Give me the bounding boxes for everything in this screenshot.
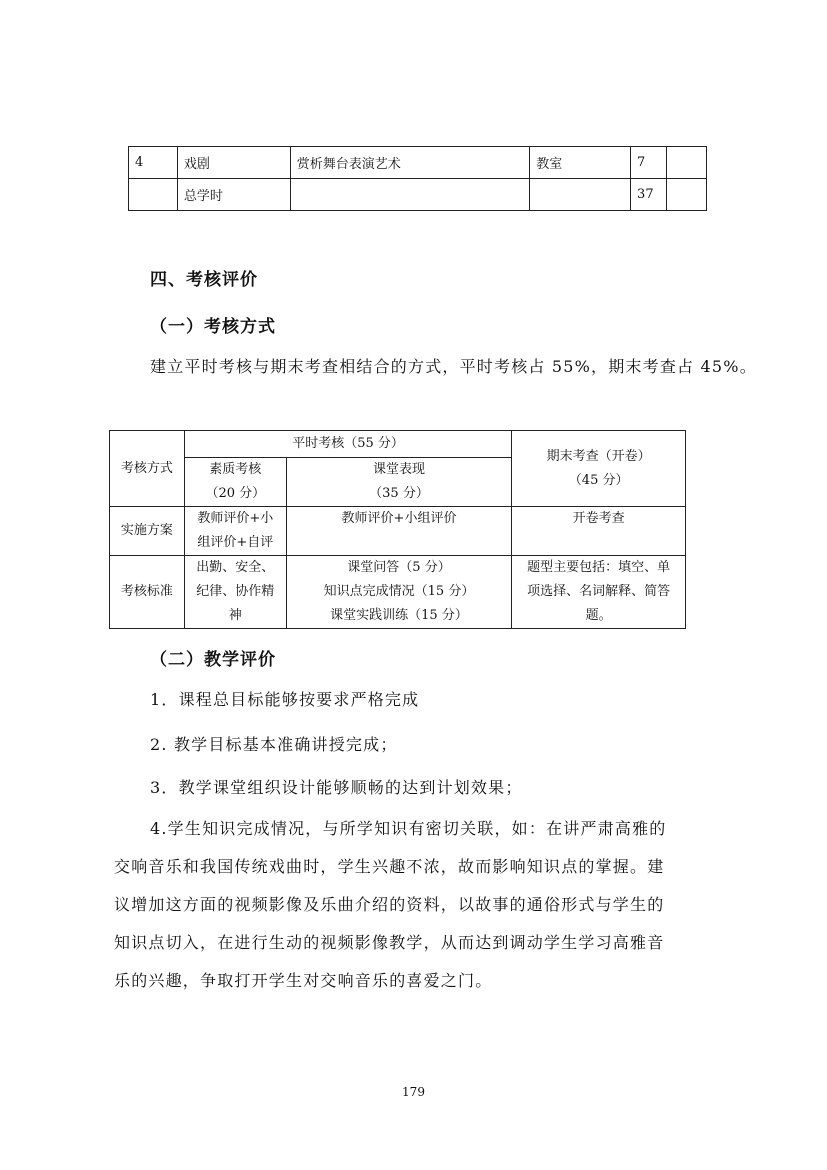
quality-points: （20 分） (205, 486, 266, 501)
class-header (286, 458, 512, 507)
cell-line: 课堂实践训练（15 分） (330, 608, 468, 623)
table-cell: 教师评价+小组评价 (286, 507, 512, 556)
table-cell (286, 556, 512, 629)
intro-text: 建立平时考核与期末考查相结合的方式，平时考核占 55%，期末考查占 45%。 (150, 357, 757, 376)
subsection-heading: （一）考核方式 (150, 317, 276, 337)
row-label: 考核标准 (110, 556, 185, 629)
list-item: 1．课程总目标能够按要求严格完成 (150, 690, 420, 709)
table-cell (129, 179, 178, 211)
paragraph-line: 议增加这方面的视频影像及乐曲介绍的资料，以故事的通俗形式与学生的 (114, 895, 665, 914)
table-cell: 开卷考查 (512, 507, 686, 556)
table-cell: 37 (631, 179, 667, 211)
final-header-points: （45 分） (568, 472, 629, 488)
page-number: 179 (402, 1085, 425, 1099)
cell-line: 教师评价+小 (197, 511, 274, 526)
cell-line: 题型主要包括：填空、单 (527, 560, 671, 575)
paragraph-line: 4.学生知识完成情况，与所学知识有密切关联，如：在讲严肃高雅的 (150, 819, 667, 838)
final-header-title: 期末考查（开卷） (546, 448, 651, 464)
cell-line: 纪律、协作精 (196, 584, 275, 599)
table-row (110, 431, 686, 458)
quality-header (184, 458, 286, 507)
table-row (129, 147, 707, 179)
paragraph-line: 知识点切入，在进行生动的视频影像教学，从而达到调动学生学习高雅音 (114, 933, 665, 952)
cell-line: 神 (228, 608, 242, 623)
final-header (512, 431, 686, 507)
cell-line: 课堂问答（5 分） (347, 560, 451, 575)
cell-line: 知识点完成情况（15 分） (323, 584, 475, 599)
table-cell: 总学时 (177, 179, 290, 211)
table-cell: 赏析舞台表演艺术 (290, 147, 530, 179)
intro-paragraph (150, 354, 757, 377)
table-cell: 7 (631, 147, 667, 179)
table-cell (290, 179, 530, 211)
table-row (110, 556, 686, 629)
item4-paragraph (114, 810, 724, 1000)
usual-header: 平时考核（55 分） (184, 431, 511, 458)
class-title: 课堂表现 (372, 462, 425, 477)
class-points: （35 分） (369, 486, 429, 501)
cell-line: 出勤、安全、 (196, 560, 275, 575)
table-cell: 戏剧 (177, 147, 290, 179)
quality-title: 素质考核 (209, 462, 262, 477)
list-item: 2. 教学目标基本准确讲授完成； (150, 735, 398, 754)
table-cell (667, 147, 707, 179)
assessment-table (109, 430, 686, 629)
paragraph-line: 乐的兴趣，争取打开学生对交响音乐的喜爱之门。 (114, 971, 493, 990)
cell-line: 题。 (585, 608, 612, 623)
table-row (129, 179, 707, 211)
table-cell (667, 179, 707, 211)
row-label: 实施方案 (110, 507, 185, 556)
row-label: 考核方式 (110, 431, 185, 507)
table-cell (512, 556, 686, 629)
subsection-heading: （二）教学评价 (150, 650, 276, 670)
table-cell (184, 556, 286, 629)
table-cell (530, 179, 631, 211)
section-heading: 四、考核评价 (150, 270, 258, 290)
table-row (110, 507, 686, 556)
course-hours-table (128, 146, 707, 211)
table-cell: 教室 (530, 147, 631, 179)
list-item: 3．教学课堂组织设计能够顺畅的达到计划效果； (150, 778, 523, 797)
table-cell: 4 (129, 147, 178, 179)
paragraph-line: 交响音乐和我国传统戏曲时，学生兴趣不浓，故而影响知识点的掌握。建 (114, 857, 665, 876)
cell-line: 项选择、名词解释、简答 (527, 584, 671, 599)
cell-line: 组评价+自评 (197, 535, 274, 550)
table-cell (184, 507, 286, 556)
